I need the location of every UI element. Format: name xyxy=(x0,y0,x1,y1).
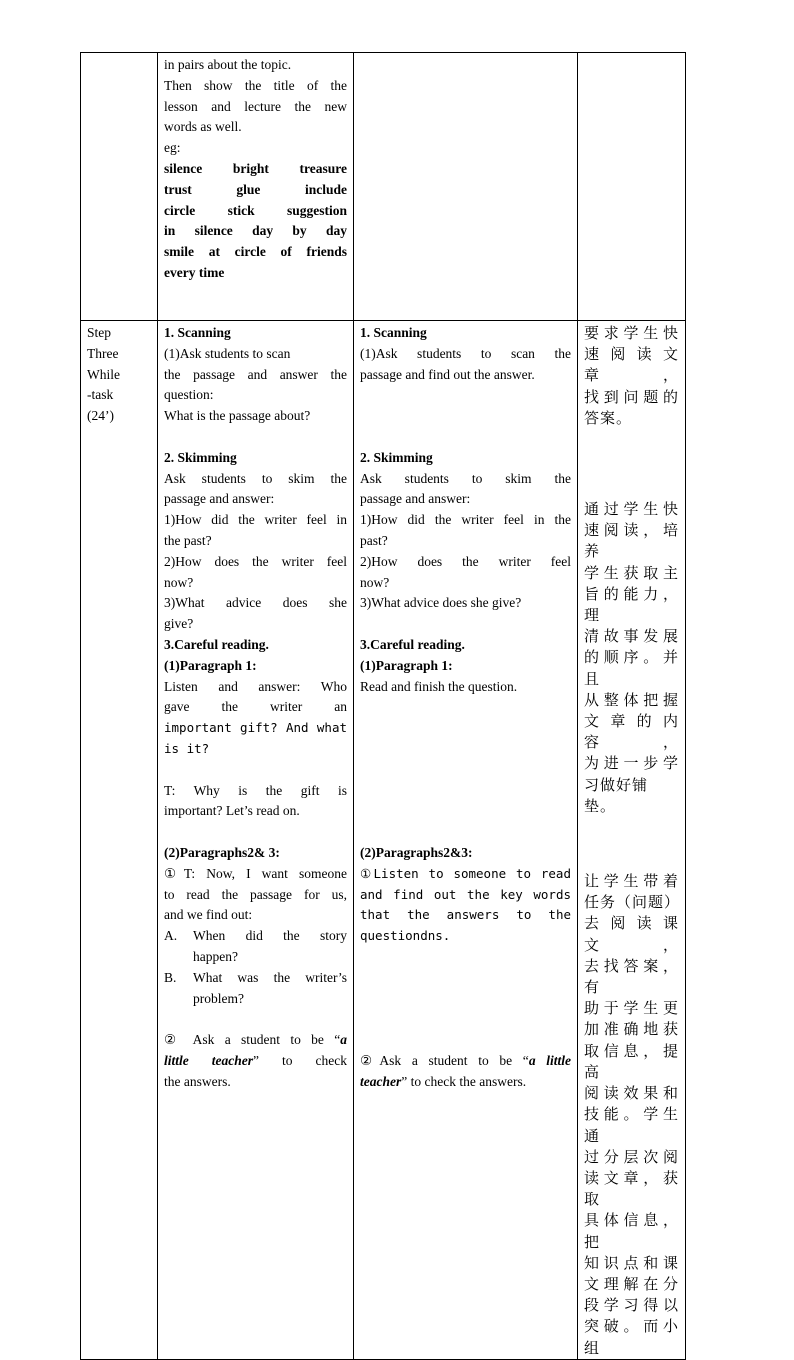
step-label: -task xyxy=(87,387,114,403)
text-line: little teacher” to check xyxy=(164,1052,347,1068)
vocab-line: silence bright treasure xyxy=(164,160,347,176)
text-line: ② Ask a student to be “a xyxy=(164,1032,347,1048)
section-heading: 2. Skimming xyxy=(360,449,433,465)
text-line: is it? xyxy=(164,740,210,756)
lesson-plan-table xyxy=(80,52,686,1360)
text-line: 3)What advice does she give? xyxy=(360,595,522,611)
step-label: Step xyxy=(87,325,112,340)
section-heading: (1)Paragraph 1: xyxy=(360,657,453,673)
section-heading: 1. Scanning xyxy=(164,325,231,340)
section-heading: (1)Paragraph 1: xyxy=(164,657,257,673)
option-label: A. xyxy=(164,928,178,944)
text-line: now? xyxy=(164,574,194,590)
text-line: and find out the key words xyxy=(360,886,571,902)
section-heading: (2)Paragraphs2&3: xyxy=(360,844,473,860)
text-line: the passage and answer the xyxy=(164,366,347,382)
step-cell xyxy=(81,53,158,321)
text-line: 1)How did the writer feel in xyxy=(164,512,347,528)
purpose-cell xyxy=(578,321,686,1360)
text-line: 3)What advice does she xyxy=(164,595,347,611)
student-activity-cell xyxy=(354,321,578,1360)
step-time: (24’) xyxy=(87,408,114,424)
purpose-block-1: 要求学生快 速阅读文章， 找到问题的 答案。 xyxy=(584,324,679,427)
text-line: passage and find out the answer. xyxy=(360,366,535,382)
option-b xyxy=(164,968,347,1010)
text-line: Read and finish the question. xyxy=(360,678,518,694)
text-line: teacher” to check the answers. xyxy=(360,1073,527,1089)
text-line: question: xyxy=(164,387,214,403)
text-line: the past? xyxy=(164,532,212,548)
text-line: important? Let’s read on. xyxy=(164,803,300,819)
text-line: What is the passage about? xyxy=(164,408,311,424)
text-line: questiondns. xyxy=(360,928,451,944)
text-line: 2)How does the writer feel xyxy=(360,553,571,569)
step-label: While xyxy=(87,366,120,382)
step-cell xyxy=(81,321,158,1360)
text-line: the answers. xyxy=(164,1073,231,1089)
text-line: that the answers to the xyxy=(360,907,571,923)
text-line: ②Ask a student to be “a little xyxy=(360,1052,571,1068)
section-heading: 1. Scanning xyxy=(360,325,427,340)
section-heading: 2. Skimming xyxy=(164,449,237,465)
teacher-activity-cell xyxy=(158,321,354,1360)
text-line: give? xyxy=(164,616,194,632)
text-line: now? xyxy=(360,574,390,590)
text-line: Ask students to skim the xyxy=(360,470,571,486)
purpose-block-3: 让学生带着 任务（问题） 去阅读课文， 去找答案，有 助于学生更 加准确地获 取信息，提高 阅读效果和 技能。学生通 过分层次阅 读文章，获取 具体信息，把 知识点和课 文理解在分 段学习得以 突破。而小组 xyxy=(584,872,681,1357)
vocab-line: smile at circle of friends xyxy=(164,244,347,260)
text-line: important gift? And what xyxy=(164,720,347,736)
text-line: When did the story xyxy=(193,928,347,944)
text-line: passage and answer: xyxy=(360,491,471,507)
text-line: and we find out: xyxy=(164,907,253,923)
text-line: past? xyxy=(360,532,388,548)
student-activity-cell xyxy=(354,53,578,321)
purpose-block-2: 通过学生快 速阅读，培养 学生获取主 旨的能力，理 清故事发展 的顺序。并且 从整体把握 文章的内容， 为进一步学 习做好铺垫。 xyxy=(584,500,679,815)
option-a xyxy=(164,926,347,968)
vocab-line: every time xyxy=(164,264,225,280)
section-heading: 3.Careful reading. xyxy=(360,636,465,652)
teacher-activity-cell xyxy=(158,53,354,321)
vocab-line: circle stick suggestion xyxy=(164,202,347,218)
text-line: lesson and lecture the new xyxy=(164,98,347,114)
vocab-line: trust glue include xyxy=(164,181,347,197)
text-line: passage and answer: xyxy=(164,491,275,507)
table-row xyxy=(81,321,686,1360)
text-line: Ask students to skim the xyxy=(164,470,347,486)
section-heading: 3.Careful reading. xyxy=(164,636,269,652)
purpose-cell xyxy=(578,53,686,321)
text-line: Then show the title of the xyxy=(164,77,347,93)
vocab-line: in silence day by day xyxy=(164,223,347,239)
text-line: to read the passage for us, xyxy=(164,886,347,902)
section-heading: (2)Paragraphs2& 3: xyxy=(164,844,280,860)
option-label: B. xyxy=(164,969,177,985)
step-label: Three xyxy=(87,345,119,361)
text-line: gave the writer an xyxy=(164,699,347,715)
text-line: T: Why is the gift is xyxy=(164,782,347,798)
text-line: (1)Ask students to scan the xyxy=(360,345,571,361)
text-line: 2)How does the writer feel xyxy=(164,553,347,569)
text-line: ①Listen to someone to read xyxy=(360,865,571,881)
table-row xyxy=(81,53,686,321)
text-line: words as well. xyxy=(164,119,242,135)
text-line: eg: xyxy=(164,140,181,156)
text-line: problem? xyxy=(193,990,244,1006)
text-line: (1)Ask students to scan xyxy=(164,345,291,361)
text-line: happen? xyxy=(193,948,238,964)
text-line: ①T: Now, I want someone xyxy=(164,865,347,881)
text-line: What was the writer’s xyxy=(193,969,347,985)
text-line: 1)How did the writer feel in the xyxy=(360,512,571,528)
text-line: Listen and answer: Who xyxy=(164,678,347,694)
text-line: in pairs about the topic. xyxy=(164,57,292,72)
